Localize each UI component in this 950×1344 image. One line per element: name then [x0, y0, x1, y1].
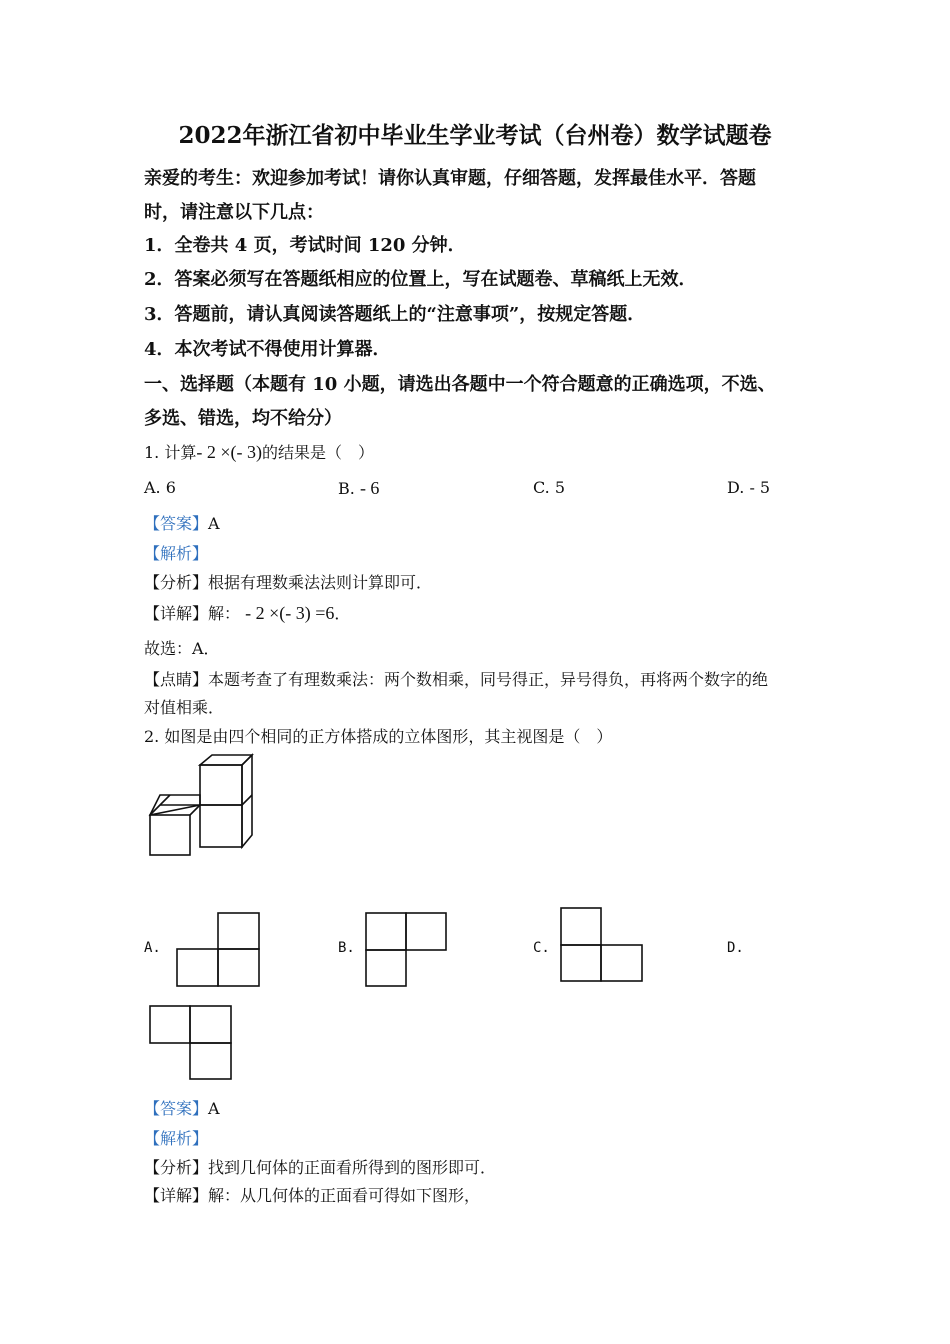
q2-option-b-figure	[365, 912, 449, 988]
q1-option-c: C. 5	[533, 478, 566, 497]
square	[366, 950, 406, 986]
q2-fenxi-tag: 【分析】	[144, 1158, 209, 1177]
note-2: 2．答案必须写在答题纸相应的位置上，写在试题卷、草稿纸上无效．	[144, 269, 697, 290]
q2-analysis-tag: 【解析】	[144, 1129, 209, 1148]
q1-xiangjie	[144, 601, 350, 624]
note-3: 3．答题前，请认真阅读答题纸上的“注意事项”，按规定答题．	[144, 304, 646, 325]
q2-xiangjie	[144, 1183, 480, 1206]
square	[177, 949, 218, 986]
q2-xiangjie-text: 解：从几何体的正面看可得如下图形，	[208, 1186, 481, 1205]
q1-option-a: A. 6	[144, 478, 176, 497]
square	[190, 1006, 231, 1043]
q1-option-d-value: - 5	[749, 478, 771, 497]
q2-fenxi-text: 找到几何体的正面看所得到的图形即可．	[208, 1158, 497, 1177]
cube-edge	[242, 795, 252, 805]
q2-option-a-label: A.	[144, 940, 161, 956]
q1-option-b-label: B.	[338, 479, 355, 498]
q1-dianjing-tag: 【点睛】	[144, 670, 209, 689]
square	[218, 949, 259, 986]
q1-analysis-tag: 【解析】	[144, 544, 209, 563]
q1-xiangjie-prefix: 解：	[208, 604, 241, 623]
q1-expression: - 2 ×(- 3)	[196, 442, 262, 462]
q1-dianjing-text-1: 本题考查了有理数乘法：两个数相乘，同号得正，异号得负，再将两个数字的绝	[208, 670, 769, 689]
q2-option-c-label: C.	[533, 940, 550, 956]
q2-xiangjie-tag: 【详解】	[144, 1186, 209, 1205]
q1-option-b-value: - 6	[359, 478, 380, 498]
cube-right-top	[200, 765, 242, 805]
intro-line-1: 亲爱的考生：欢迎参加考试！请你认真审题，仔细答题，发挥最佳水平．答题	[144, 168, 756, 189]
q2-option-d-figure	[149, 1005, 233, 1081]
square	[150, 1006, 190, 1043]
q1-stem	[144, 440, 374, 463]
q2-answer	[144, 1096, 220, 1119]
q1-option-b	[338, 478, 379, 499]
section-heading-line-1: 一、选择题（本题有 10 小题，请选出各题中一个符合题意的正确选项，不选、	[144, 374, 776, 395]
q1-answer-tag: 【答案】	[144, 514, 209, 533]
q1-xiangjie-end: ．	[334, 604, 351, 623]
q2-solid-figure	[140, 752, 260, 862]
q2-option-b-label: B.	[338, 940, 355, 956]
cube-right-bottom	[200, 805, 242, 847]
square	[561, 945, 601, 981]
q1-xiangjie-expression: - 2 ×(- 3) =6	[245, 603, 335, 623]
cube-front-left	[150, 815, 190, 855]
q1-dianjing-line-1	[144, 667, 768, 690]
q1-fenxi-tag: 【分析】	[144, 573, 209, 592]
q1-answer-value: A	[208, 514, 220, 533]
q1-prefix: 1. 计算	[144, 443, 197, 462]
q1-option-d	[727, 478, 770, 497]
q1-fenxi	[144, 570, 432, 593]
q2-option-a-figure	[176, 912, 260, 988]
square	[218, 913, 259, 949]
page-title: 2022年浙江省初中毕业生学业考试（台州卷）数学试题卷	[178, 122, 772, 149]
q1-xiangjie-tag: 【详解】	[144, 604, 209, 623]
q2-fenxi	[144, 1155, 496, 1178]
q1-guxuan: 故选：A．	[144, 639, 220, 658]
note-4: 4．本次考试不得使用计算器．	[144, 339, 391, 360]
q2-option-d-label: D.	[727, 940, 744, 956]
square	[561, 908, 601, 945]
q1-option-d-label: D.	[727, 478, 745, 497]
square	[190, 1043, 231, 1079]
square	[366, 913, 406, 950]
square	[406, 913, 446, 950]
intro-line-2: 时，请注意以下几点：	[144, 202, 324, 223]
q1-answer	[144, 511, 220, 534]
square	[601, 945, 642, 981]
note-1: 1．全卷共 4 页，考试时间 120 分钟．	[144, 235, 466, 256]
q1-fenxi-text: 根据有理数乘法法则计算即可．	[208, 573, 433, 592]
q1-dianjing-line-2: 对值相乘．	[144, 698, 225, 717]
q2-stem: 2. 如图是由四个相同的正方体搭成的立体图形，其主视图是（ ）	[144, 727, 613, 746]
q2-option-c-figure	[560, 907, 644, 983]
q2-answer-tag: 【答案】	[144, 1099, 209, 1118]
q2-answer-value: A	[208, 1099, 220, 1118]
section-heading-line-2: 多选、错选，均不给分）	[144, 408, 342, 429]
q1-suffix: 的结果是（ ）	[262, 443, 375, 462]
